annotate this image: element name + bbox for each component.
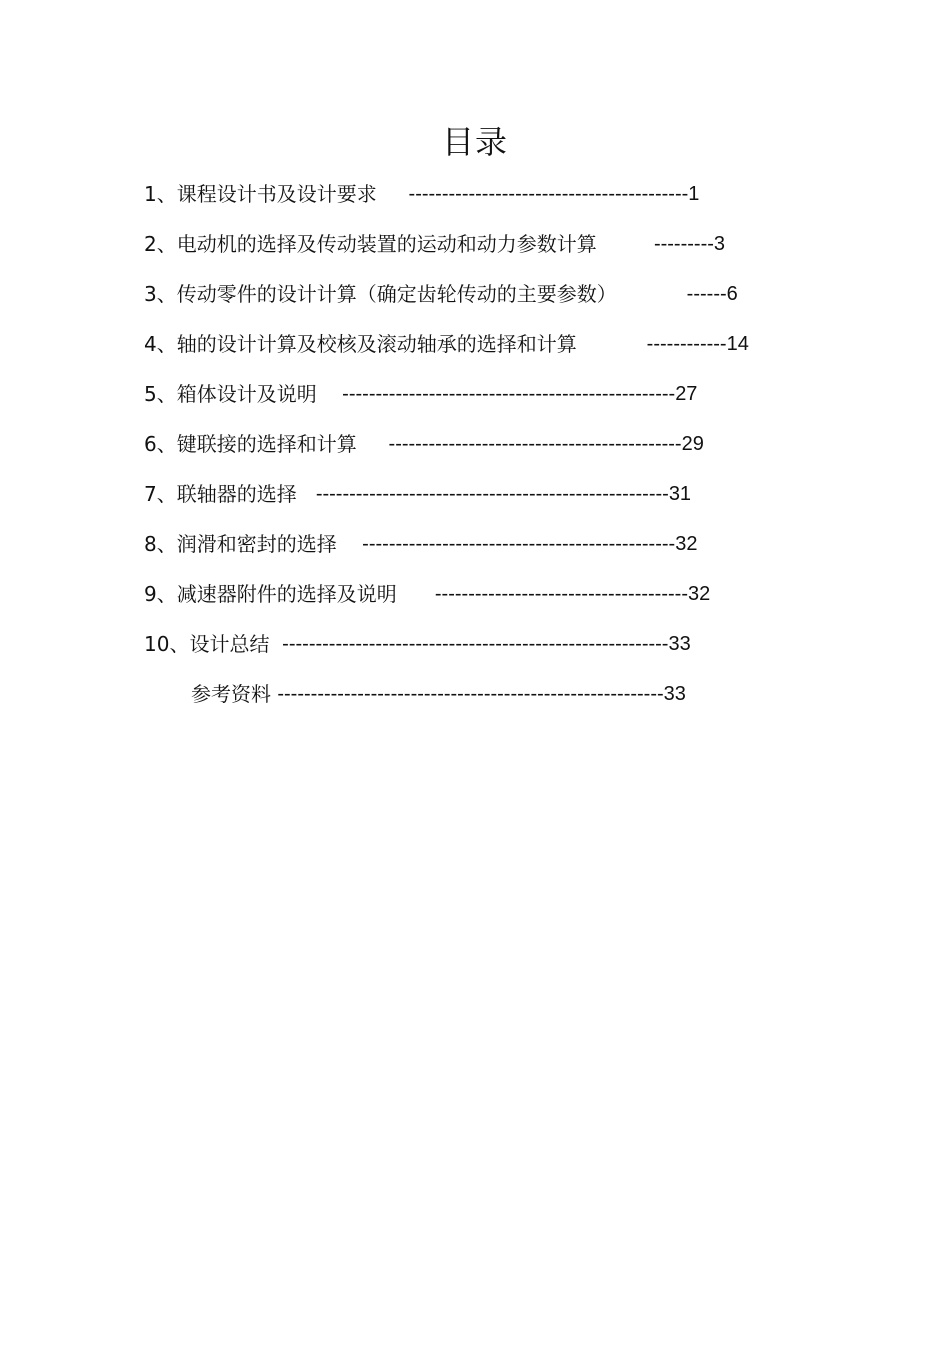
toc-entry [144, 530, 804, 580]
toc-entry-gap [397, 580, 435, 608]
toc-entry-number: 1、 [144, 182, 177, 206]
toc-entry [144, 630, 804, 680]
toc-entry-number: 10、 [144, 632, 190, 656]
toc-page-number: 31 [668, 483, 692, 505]
toc-entry [144, 280, 804, 330]
toc-entry-number: 3、 [144, 282, 177, 306]
toc-leader-dots: ------------------------------------------ [408, 183, 689, 205]
toc-entry-gap [297, 480, 316, 508]
toc-entry-title: 参考资料 [191, 682, 271, 706]
toc-entry-title: 电动机的选择及传动装置的运动和动力参数计算 [176, 232, 597, 256]
toc-entry-number: 9、 [144, 582, 177, 606]
toc-entry-gap [377, 180, 409, 208]
page-title: 目录 [441, 123, 508, 161]
toc-entry-title: 设计总结 [189, 632, 270, 656]
toc-entry-number: 7、 [144, 482, 177, 506]
toc-leader-dots: ------ [686, 283, 727, 305]
toc-entry-number: 6、 [144, 432, 177, 456]
toc-leader-dots: -------------------------------------------------- [342, 383, 676, 405]
toc-entry-title: 润滑和密封的选择 [176, 532, 337, 556]
toc-entry [144, 580, 804, 630]
toc-page-number: 6 [726, 283, 738, 305]
toc-entry [144, 230, 804, 280]
toc-page-number: 1 [688, 183, 700, 205]
toc-page-number: 32 [675, 533, 698, 555]
toc-entry [144, 480, 804, 530]
toc-leader-dots: -------------------------------------- [434, 583, 688, 605]
toc-entry-references [144, 680, 804, 726]
toc-page-number: 29 [681, 433, 704, 455]
toc-leader-dots: ---------------------------------------------------------- [282, 633, 669, 655]
toc-page-number: 32 [687, 583, 711, 605]
toc-page-number: 27 [675, 383, 698, 405]
toc-entry-gap [269, 630, 282, 658]
toc-leader-dots: -------------------------------------------- [388, 433, 682, 455]
toc-entry-gap [337, 530, 362, 558]
toc-entry-title: 箱体设计及说明 [176, 382, 317, 406]
toc-entry-title: 轴的设计计算及校核及滚动轴承的选择和计算 [176, 332, 577, 356]
table-of-contents [144, 180, 804, 726]
toc-entry [144, 430, 804, 480]
toc-leader-dots: ---------------------------------------------------------- [277, 683, 664, 705]
toc-leader-dots: ----------------------------------------------------- [315, 483, 669, 505]
toc-page-number: 33 [663, 683, 686, 705]
toc-entry-gap [577, 330, 647, 358]
toc-entry-gap [617, 280, 687, 308]
toc-entry-number: 5、 [144, 382, 177, 406]
toc-entry-title: 减速器附件的选择及说明 [176, 582, 397, 606]
toc-entry-title: 课程设计书及设计要求 [176, 182, 377, 206]
toc-entry-title: 传动零件的设计计算（确定齿轮传动的主要参数） [176, 282, 617, 306]
toc-page-number: 14 [726, 333, 749, 355]
toc-entry-title: 联轴器的选择 [176, 482, 297, 506]
toc-leader-dots: ----------------------------------------------- [362, 533, 676, 555]
toc-entry-number: 2、 [144, 232, 177, 256]
toc-entry-gap [597, 230, 654, 258]
toc-entry-number: 4、 [144, 332, 177, 356]
toc-entry-gap [317, 380, 342, 408]
toc-entry [144, 380, 804, 430]
toc-entry [144, 180, 804, 230]
toc-page-number: 33 [668, 633, 691, 655]
toc-entry [144, 330, 804, 380]
toc-leader-dots: --------- [653, 233, 714, 255]
toc-page-number: 3 [713, 233, 726, 255]
toc-entry-title: 键联接的选择和计算 [176, 432, 357, 456]
toc-entry-number: 8、 [144, 532, 177, 556]
toc-entry-gap [357, 430, 389, 458]
toc-leader-dots: ------------ [646, 333, 727, 355]
